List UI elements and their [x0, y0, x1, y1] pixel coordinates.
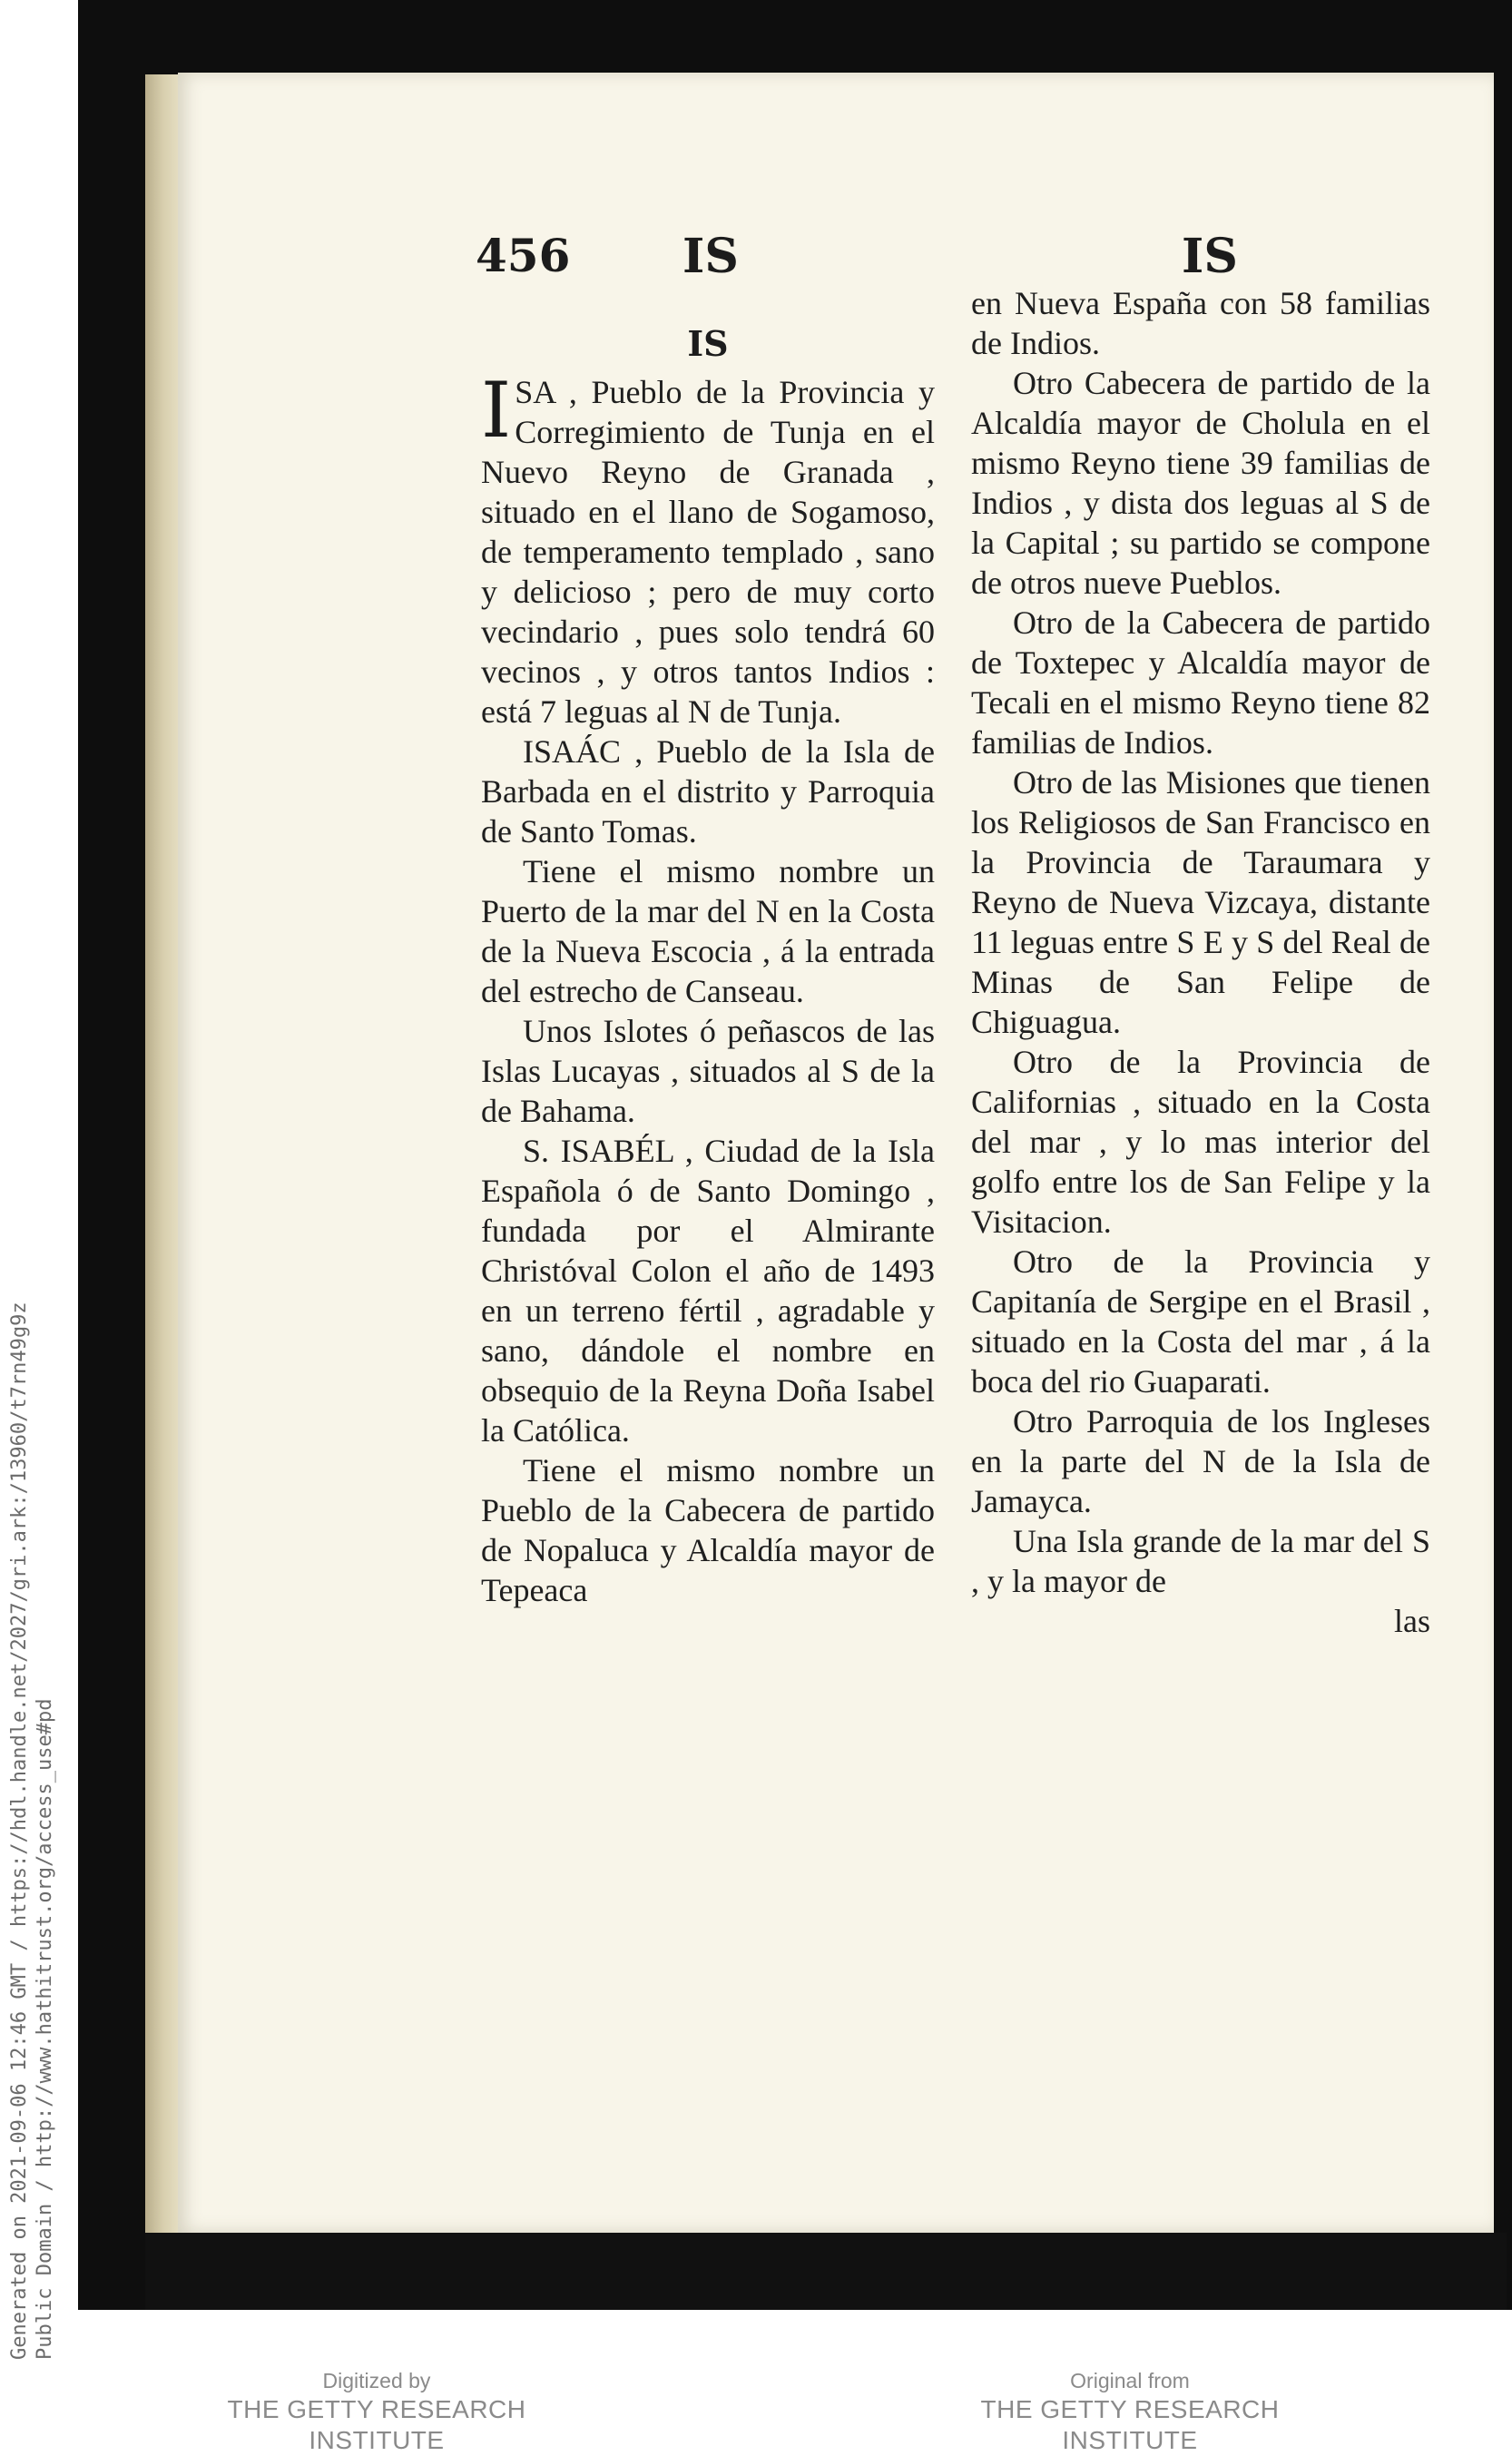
entry-jamayca: Otro Parroquia de los Ingleses en la parte del N de la Isla de Jamayca. [971, 1403, 1430, 1519]
stamp-line-rights: Public Domain / http://www.hathitrust.org/access_use#pd [34, 1698, 56, 2360]
entry-pueblo-nopaluca: Tiene el mismo nombre un Pueblo de la Cabecera de partido de Nopaluca y Alcaldía mayor de Tepeaca [481, 1452, 935, 1608]
entry-cholula: Otro Cabecera de partido de la Alcaldía mayor de Cholula en el mismo Reyno tiene 39 familias de Indios , y dista dos leguas al S de la Capital ; su partido se compone de otros nueve Pueblos. [971, 365, 1430, 601]
footer-original-institution: THE GETTY RESEARCH INSTITUTE [980, 2395, 1280, 2454]
entry-taraumara: Otro de las Misiones que tienen los Religiosos de San Francisco en la Provincia de Taraumara y Reyno de Nueva Vizcaya, distante 11 leguas entre S E y S del Real de Minas de San Felipe de Chiguagua. [971, 764, 1430, 1040]
footer-digitized-institution: THE GETTY RESEARCH INSTITUTE [227, 2395, 526, 2454]
entry-isaac: ISAÁC , Pueblo de la Isla de Barbada en el distrito y Parroquia de Santo Tomas. [481, 733, 935, 850]
entry-toxtepec: Otro de la Cabecera de partido de Toxtepec y Alcaldía mayor de Tecali en el mismo Reyno tiene 82 familias de Indios. [971, 604, 1430, 761]
stamp-line-generated: Generated on 2021-09-06 12:46 GMT / https://hdl.handle.net/2027/gri.ark:/13960/t7rn49g9z [8, 1302, 31, 2360]
footer-original-label: Original from [1070, 2369, 1190, 2392]
drop-cap: I [481, 366, 512, 455]
footer-digitized-label: Digitized by [322, 2369, 431, 2392]
entry-puerto: Tiene el mismo nombre un Puerto de la mar del N en la Costa de la Nueva Escocia , á la entrada del estrecho de Canseau. [481, 853, 935, 1009]
footer-digitized-by [172, 2367, 581, 2456]
page-number: 456 [476, 229, 571, 282]
running-head-right: IS [1182, 229, 1238, 284]
section-heading: IS [687, 323, 729, 364]
scan-bottom-band [145, 2233, 1507, 2310]
running-head-left: IS [682, 229, 739, 284]
catchword: las [1394, 1603, 1430, 1639]
entry-californias: Otro de la Provincia de Californias , situado en la Costa del mar , y lo mas interior del golfo entre los de San Felipe y la Visitacion. [971, 1044, 1430, 1240]
hathitrust-stamp [7, 1302, 58, 2360]
entry-isa-text: SA , Pueblo de la Provincia y Corregimiento de Tunja en el Nuevo Reyno de Granada , situado en el llano de Sogamoso, de temperamento templado , sano y delicioso ; pero de muy corto vecindario , pues solo tendrá 60 vecinos , y otros tantos Indios : está 7 leguas al N de Tunja. [481, 374, 935, 730]
entry-isla-grande: Una Isla grande de la mar del S , y la mayor de [971, 1523, 1430, 1599]
entry-islotes: Unos Islotes ó peñascos de las Islas Lucayas , situados al S de la de Bahama. [481, 1013, 935, 1129]
footer-original-from [930, 2367, 1330, 2456]
right-column [971, 283, 1430, 1641]
left-column [481, 323, 935, 1610]
continuation-text: en Nueva España con 58 familias de Indios. [971, 285, 1430, 361]
entry-santa-isabel: S. ISABÉL , Ciudad de la Isla Española ó de Santo Domingo , fundada por el Almirante Christóval Colon el año de 1493 en un terreno fértil , agradable y sano, dándole el nombre en obsequio de la Reyna Doña Isabel la Católica. [481, 1133, 935, 1449]
entry-sergipe: Otro de la Provincia y Capitanía de Sergipe en el Brasil , situado en la Costa del mar , á la boca del rio Guaparati. [971, 1243, 1430, 1400]
entry-isa [481, 366, 935, 732]
